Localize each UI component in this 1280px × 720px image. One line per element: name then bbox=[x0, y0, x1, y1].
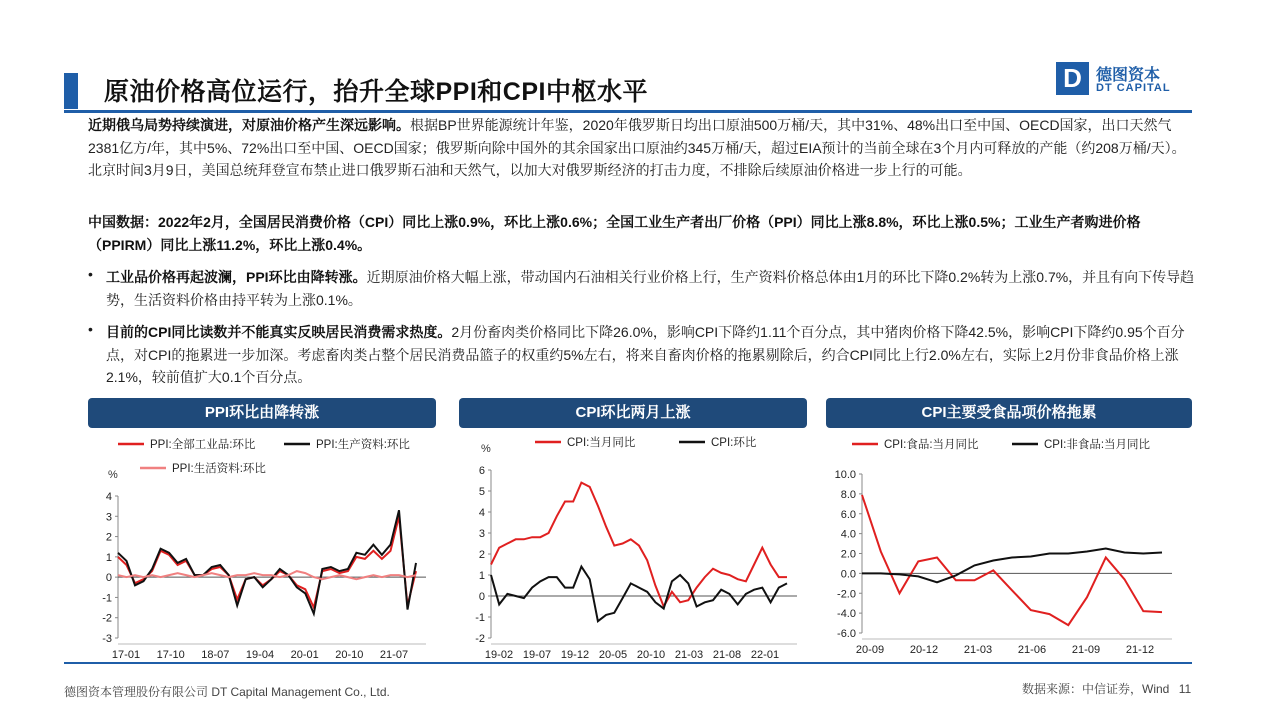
y-tick-label: 1 bbox=[105, 551, 112, 564]
logo-english-name: DT CAPITAL bbox=[1096, 82, 1171, 94]
bullet-body: 2月份畜肉类价格同比下降26.0%，影响CPI下降约1.11个百分点，其中猪肉价格下降42.5%，影响CPI下降约0.95个百分点，对CPI的拖累进一步加深。考虑畜肉类占整个居民消费品篮子的权重约5%左右，将来自畜肉价格的拖累剔除后，约合CPI同比上行2.0%左右，实际上2月份非食品价格上涨2.1%，较前值扩大0.1个百分点。 bbox=[106, 324, 1185, 385]
logo-chinese-name: 德图资本 bbox=[1096, 67, 1161, 84]
y-tick-label: 4.0 bbox=[840, 528, 856, 541]
paragraph-lead: 中国数据：2022年2月，全国居民消费价格（CPI）同比上涨0.9%，环比上涨0.6%；全国工业生产者出厂价格（PPI）同比上涨8.8%，环比上涨0.5%；工业生产者购进价格（PPIRM）同比上涨11.2%，环比上涨0.4%。 bbox=[88, 214, 1141, 253]
x-tick-label: 17-10 bbox=[156, 649, 185, 661]
y-tick-label: 0.0 bbox=[840, 568, 856, 581]
y-tick-label: -6.0 bbox=[837, 628, 856, 640]
y-tick-label: 8.0 bbox=[840, 488, 856, 501]
x-tick-label: 19-12 bbox=[560, 649, 590, 661]
paragraph-lead: 近期俄乌局势持续演进，对原油价格产生深远影响。 bbox=[88, 117, 410, 133]
ppi-mom-chart bbox=[88, 430, 436, 662]
y-tick-label: -2 bbox=[475, 633, 485, 645]
legend-label: CPI:非食品:当月同比 bbox=[1044, 439, 1151, 451]
data-source: 数据来源：中信证券，Wind bbox=[1022, 682, 1170, 696]
bullet-lead: 目前的CPI同比读数并不能真实反映居民消费需求热度。 bbox=[106, 324, 452, 340]
axis-unit-label: % bbox=[108, 469, 118, 481]
series-line bbox=[491, 567, 787, 622]
title-divider bbox=[64, 110, 1192, 113]
series-line bbox=[862, 495, 1162, 625]
paragraph-body: 根据BP世界能源统计年鉴，2020年俄罗斯日均出口原油500万桶/天，其中31%、48%出口至中国、OECD国家，出口天然气2381亿方/年，其中5%、72%出口至中国、OECD国家；俄罗斯向除中国外的其余国家出口原油约345万桶/天，超过EIA预计的当前全球在3个月内可释放的产能（约208万桶/天）。北京时间3月9日，美国总统拜登宣布禁止进口俄罗斯石油和天然气，以加大对俄罗斯经济的打击力度，不排除后续原油价格进一步上行的可能。 bbox=[88, 117, 1186, 178]
y-tick-label: 4 bbox=[478, 507, 485, 519]
x-tick-label: 21-12 bbox=[1125, 644, 1155, 656]
x-tick-label: 17-01 bbox=[111, 649, 141, 661]
legend-label: CPI:环比 bbox=[711, 437, 757, 449]
bullet-marker: • bbox=[88, 321, 93, 337]
x-tick-label: 20-10 bbox=[335, 649, 364, 661]
footer-company: 德图资本管理股份有限公司 DT Capital Management Co., Ltd. bbox=[64, 685, 390, 699]
y-tick-label: -2.0 bbox=[837, 588, 856, 601]
series-line bbox=[862, 549, 1162, 583]
legend-label: PPI:生活资料:环比 bbox=[172, 463, 266, 475]
y-tick-label: 6.0 bbox=[840, 508, 856, 521]
y-tick-label: 0 bbox=[478, 591, 485, 603]
x-tick-label: 20-09 bbox=[855, 644, 885, 656]
chart-title-cpi-food: CPI主要受食品项价格拖累 bbox=[826, 398, 1192, 428]
x-tick-label: 21-08 bbox=[712, 649, 742, 661]
bullet-marker: • bbox=[88, 266, 93, 282]
page-number: 11 bbox=[1178, 682, 1192, 696]
cpi-food-chart bbox=[826, 430, 1192, 662]
x-tick-label: 21-09 bbox=[1071, 644, 1101, 656]
y-tick-label: 0 bbox=[105, 572, 112, 585]
paragraph-oil-impact bbox=[88, 114, 1196, 182]
title-accent-bar bbox=[64, 73, 78, 109]
logo-mark: D bbox=[1056, 62, 1089, 95]
legend-label: CPI:食品:当月同比 bbox=[884, 439, 979, 451]
chart-title-cpi-mom: CPI环比两月上涨 bbox=[459, 398, 807, 428]
x-tick-label: 22-01 bbox=[750, 649, 780, 661]
y-tick-label: 5 bbox=[478, 486, 485, 498]
y-tick-label: 2.0 bbox=[840, 548, 856, 561]
legend-label: PPI:生产资料:环比 bbox=[316, 439, 410, 451]
x-tick-label: 19-02 bbox=[484, 649, 514, 661]
x-tick-label: 18-07 bbox=[201, 649, 230, 661]
page-title: 原油价格高位运行，抬升全球PPI和CPI中枢水平 bbox=[104, 78, 648, 106]
y-tick-label: 3 bbox=[105, 511, 112, 524]
y-tick-label: -1 bbox=[475, 612, 485, 624]
x-tick-label: 20-01 bbox=[290, 649, 319, 661]
y-tick-label: -3 bbox=[102, 633, 112, 645]
y-tick-label: 1 bbox=[478, 570, 485, 582]
x-tick-label: 21-03 bbox=[674, 649, 704, 661]
y-tick-label: 4 bbox=[105, 491, 112, 503]
y-tick-label: -4.0 bbox=[837, 608, 856, 621]
bullet-body: 近期原油价格大幅上涨，带动国内石油相关行业价格上行，生产资料价格总体由1月的环比下降0.2%转为上涨0.7%，并且有向下传导趋势，生活资料价格由持平转为上涨0.1%。 bbox=[106, 269, 1195, 308]
x-tick-label: 19-04 bbox=[245, 649, 275, 661]
footer-divider bbox=[64, 662, 1192, 664]
y-tick-label: 10.0 bbox=[834, 469, 856, 481]
chart-title-ppi: PPI环比由降转涨 bbox=[88, 398, 436, 428]
bullet-lead: 工业品价格再起波澜，PPI环比由降转涨。 bbox=[106, 269, 367, 285]
series-line bbox=[118, 571, 416, 579]
x-tick-label: 21-07 bbox=[379, 649, 409, 661]
axis-unit-label: % bbox=[481, 443, 491, 455]
x-tick-label: 19-07 bbox=[522, 649, 552, 661]
footer-source bbox=[1022, 680, 1191, 697]
x-tick-label: 20-12 bbox=[909, 644, 939, 656]
company-logo bbox=[1056, 62, 1196, 98]
legend-label: PPI:全部工业品:环比 bbox=[150, 439, 256, 451]
series-line bbox=[118, 516, 416, 607]
y-tick-label: -1 bbox=[102, 592, 112, 605]
y-tick-label: 2 bbox=[105, 531, 112, 544]
x-tick-label: 20-05 bbox=[598, 649, 628, 661]
y-tick-label: -2 bbox=[102, 612, 112, 625]
bullet-cpi bbox=[106, 321, 1196, 389]
cpi-mom-chart bbox=[459, 430, 807, 662]
x-tick-label: 21-03 bbox=[963, 644, 993, 656]
x-tick-label: 21-06 bbox=[1017, 644, 1047, 656]
bullet-ppi bbox=[106, 266, 1196, 311]
y-tick-label: 3 bbox=[478, 528, 485, 540]
y-tick-label: 2 bbox=[478, 549, 485, 561]
paragraph-china-data bbox=[88, 211, 1196, 256]
series-line bbox=[118, 510, 416, 614]
x-tick-label: 20-10 bbox=[636, 649, 666, 661]
legend-label: CPI:当月同比 bbox=[567, 437, 636, 449]
y-tick-label: 6 bbox=[478, 465, 485, 477]
